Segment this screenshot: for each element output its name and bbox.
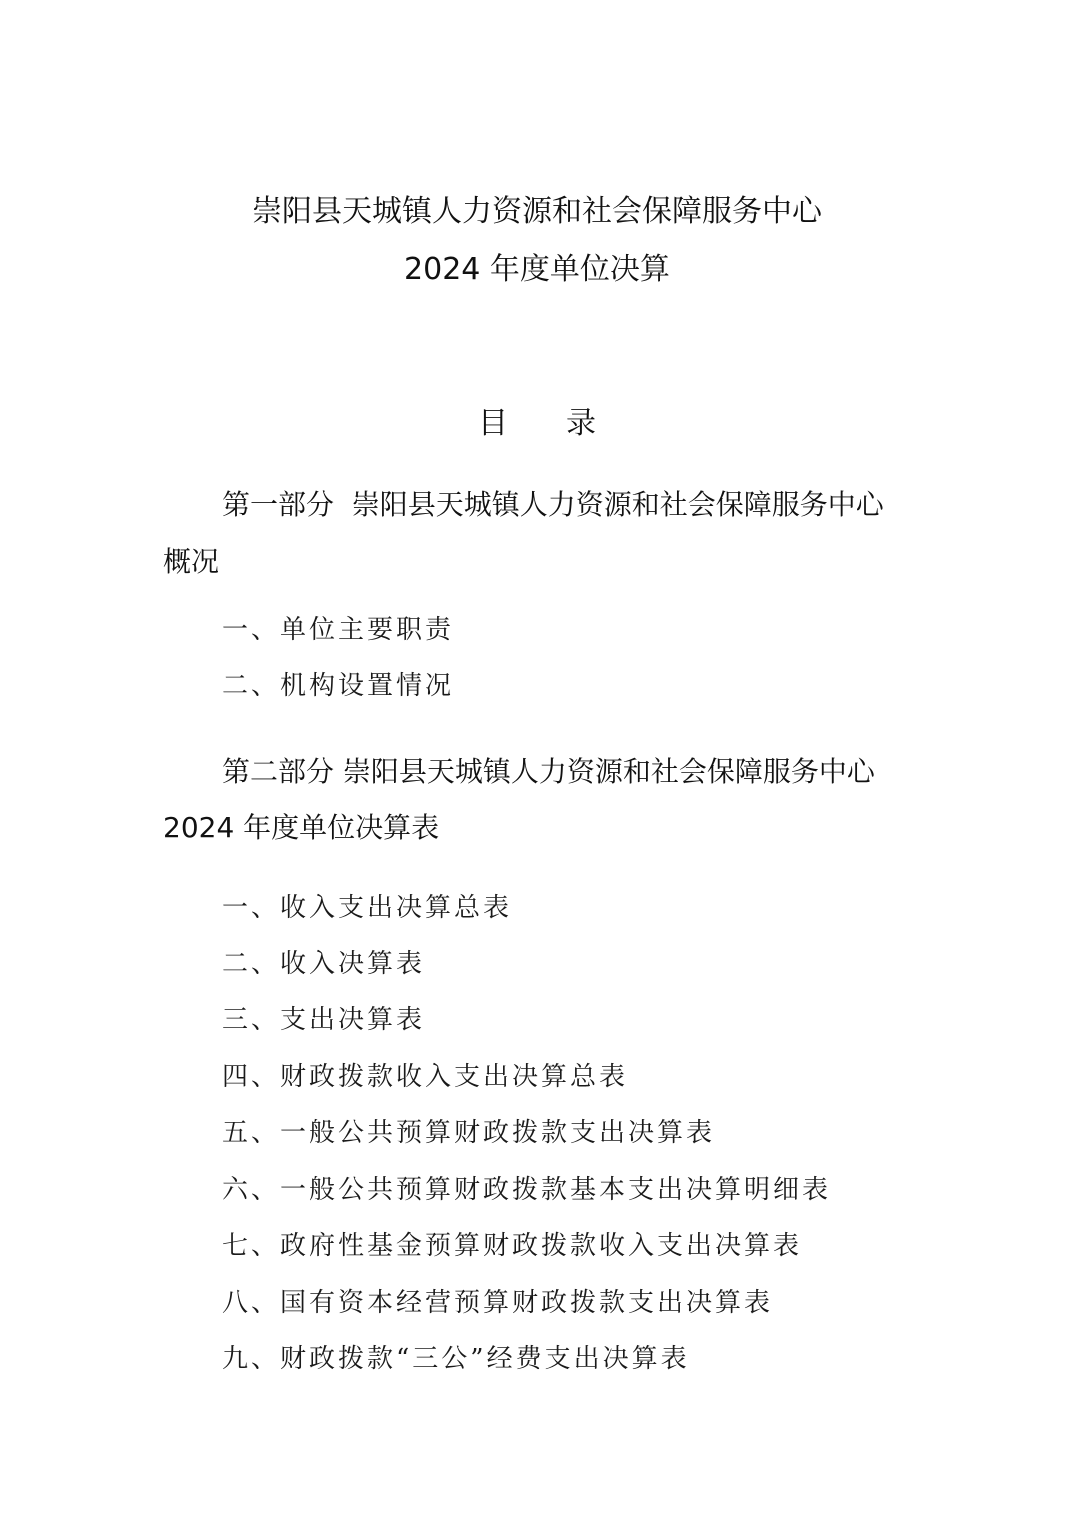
document-title-line-2: 2024 年度单位决算 <box>404 252 670 287</box>
part2-heading-line-1: 第二部分 崇阳县天城镇人力资源和社会保障服务中心 <box>222 755 875 788</box>
toc-heading <box>0 404 1074 444</box>
toc-item: 六、一般公共预算财政拨款基本支出决算明细表 <box>222 1175 832 1205</box>
toc-item: 三、支出决算表 <box>222 1005 426 1035</box>
toc-heading-char-1: 目 <box>478 406 508 441</box>
toc-item: 八、国有资本经营预算财政拨款支出决算表 <box>222 1288 774 1318</box>
toc-heading-char-2: 录 <box>566 406 596 441</box>
toc-item: 四、财政拨款收入支出决算总表 <box>222 1062 629 1092</box>
part1-heading-line-1: 第一部分 崇阳县天城镇人力资源和社会保障服务中心 <box>222 488 884 521</box>
toc-item: 七、政府性基金预算财政拨款收入支出决算表 <box>222 1231 803 1261</box>
part1-heading-line-2: 概况 <box>163 545 220 578</box>
toc-item: 五、一般公共预算财政拨款支出决算表 <box>222 1118 716 1148</box>
toc-item: 一、收入支出决算总表 <box>222 893 513 923</box>
toc-item: 二、收入决算表 <box>222 949 426 979</box>
document-title-line-1: 崇阳县天城镇人力资源和社会保障服务中心 <box>252 194 822 229</box>
toc-item: 九、财政拨款“三公”经费支出决算表 <box>222 1344 690 1374</box>
part2-heading-line-2: 2024 年度单位决算表 <box>163 811 440 844</box>
toc-item: 二、机构设置情况 <box>222 671 455 701</box>
toc-item: 一、单位主要职责 <box>222 615 455 645</box>
